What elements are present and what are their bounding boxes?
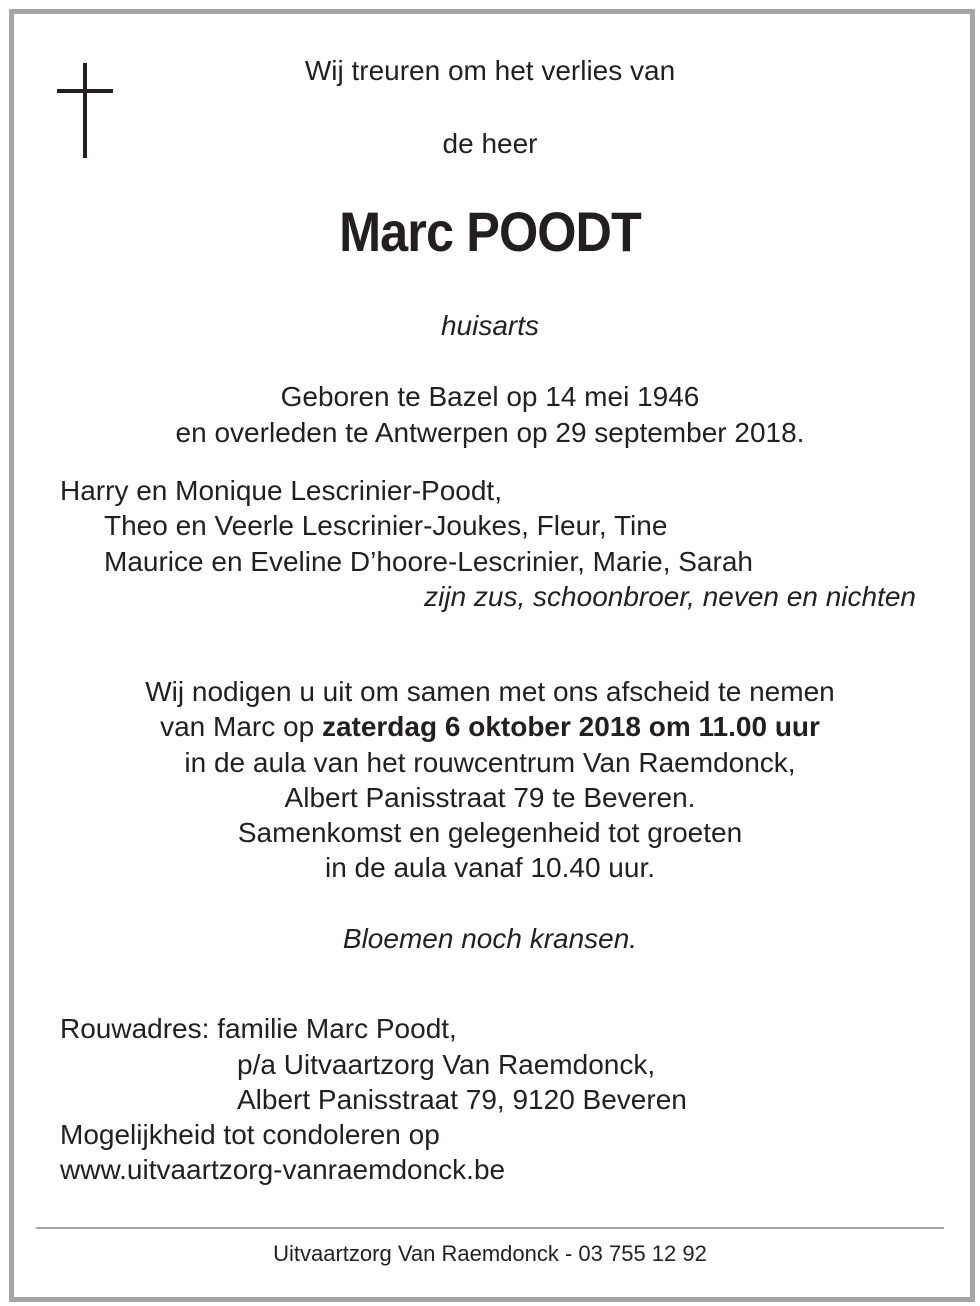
ceremony-line-6: in de aula vanaf 10.40 uur. [324, 852, 656, 883]
intro-text: Wij treuren om het verlies van [304, 55, 676, 86]
footer-divider [36, 1227, 944, 1229]
footer-contact: Uitvaartzorg Van Raemdonck - 03 755 12 92 [273, 1241, 707, 1266]
family-relation: zijn zus, schoonbroer, neven en nichten [424, 581, 916, 612]
website-link[interactable]: www.uitvaartzorg-vanraemdonck.be [60, 1154, 506, 1185]
flowers-note: Bloemen noch kransen. [342, 923, 638, 954]
honorific: de heer [442, 128, 538, 159]
family-line-3: Maurice en Eveline D’hoore-Lescrinier, Marie, Sarah [104, 546, 753, 577]
ceremony-line-4: Albert Panisstraat 79 te Beveren. [284, 782, 696, 813]
ceremony-line-3: in de aula van het rouwcentrum Van Raemdonck, [184, 747, 796, 778]
death-line: en overleden te Antwerpen op 29 september 2018. [175, 417, 805, 448]
family-line-1: Harry en Monique Lescrinier-Poodt, [60, 475, 502, 506]
deceased-name: Marc POODT [339, 200, 641, 263]
family-line-2: Theo en Veerle Lescrinier-Joukes, Fleur, Tine [104, 510, 668, 541]
ceremony-line-5: Samenkomst en gelegenheid tot groeten [237, 817, 743, 848]
profession: huisarts [440, 310, 540, 341]
ceremony-line-2-prefix: van Marc op [160, 711, 322, 742]
address-line-3: Albert Panisstraat 79, 9120 Beveren [237, 1084, 687, 1115]
condolence-line: Mogelijkheid tot condoleren op [60, 1119, 440, 1150]
address-line-1: Rouwadres: familie Marc Poodt, [60, 1013, 457, 1044]
ceremony-line-2 [0, 709, 980, 745]
ceremony-datetime: zaterdag 6 oktober 2018 om 11.00 uur [321, 711, 820, 742]
ceremony-line-1: Wij nodigen u uit om samen met ons afscheid te nemen [145, 676, 835, 707]
birth-line: Geboren te Bazel op 14 mei 1946 [280, 381, 700, 412]
address-line-2: p/a Uitvaartzorg Van Raemdonck, [237, 1049, 656, 1080]
